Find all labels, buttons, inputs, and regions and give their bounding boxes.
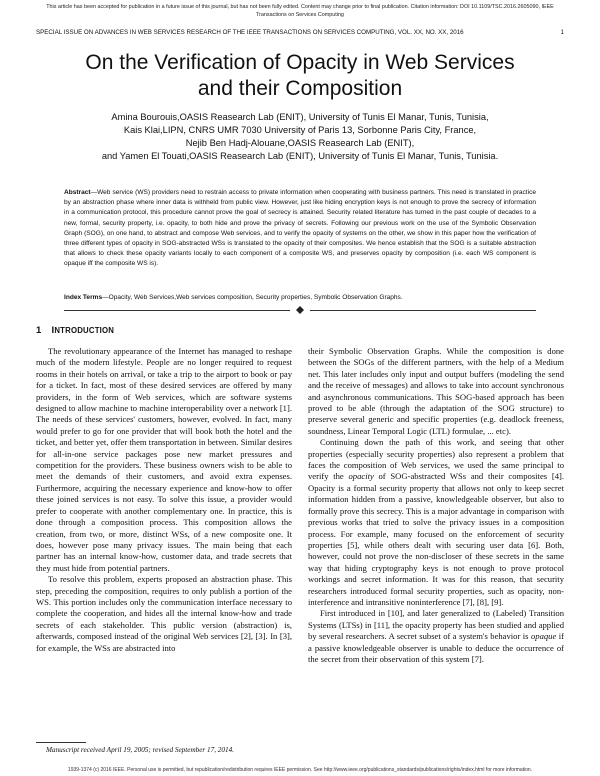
paragraph-text: First introduced in [10], and later generalized to (Labeled) Transition Systems (LTSs) in [11], the opacity property has been studied and applied by several researchers. A secret subset of a system's behavior is [308, 608, 564, 642]
section-number: 1 [36, 325, 42, 336]
abstract [64, 188, 536, 270]
left-column [36, 346, 292, 654]
divider-diamond-icon [296, 306, 304, 314]
running-head [36, 29, 564, 36]
publication-notice-line-1: This article has been accepted for publication in a future issue of this journal, but has not been fully edited. Content may change prior to final publication. Citation information: DOI 10.1109/TSC.2016.2605090, IEEE [46, 4, 554, 10]
page-number: 1 [560, 29, 564, 36]
index-terms-text: —Opacity, Web Services,Web services composition, Security properties, Symbolic Observation Graphs. [102, 294, 403, 301]
index-terms [64, 293, 536, 302]
abstract-label: Abstract [64, 189, 91, 196]
footnote-rule [36, 742, 86, 743]
publication-notice [30, 4, 570, 19]
paper-title-line-2: and their Composition [197, 77, 403, 100]
paragraph-text: Continuing down the path of this work, and seeing that other properties (especially security properties) also represent a problem that faces the composition of Web services, we used the same principal to verify the [308, 437, 564, 482]
body-paragraph [308, 608, 564, 665]
section-heading [36, 325, 114, 336]
section-title-initial: I [51, 325, 55, 336]
author-line: and Yamen El Touati,OASIS Reasearch Lab (ENIT), University of Tunis El Manar, Tunis, Tunisia. [101, 150, 499, 161]
body-paragraph: To resolve this problem, experts proposed an abstraction phase. This step, preceding the composition, requires to only publish a portion of the WS. This portion includes only the communication interface necessary to complete the cooperation, and hides all the internal know-how and trade secrets of each stakeholder. This public version (abstraction) is, afterwards, composed instead of the original Web services [2], [3]. In [3], for example, the WSs are abstracted into [36, 574, 292, 653]
publication-notice-line-2: Transactions on Services Computing [256, 11, 344, 18]
running-head-text: SPECIAL ISSUE ON ADVANCES IN WEB SERVICES RESEARCH OF THE IEEE TRANSACTIONS ON SERVICES COMPUTING, VOL. XX, NO. XX, 2016 [36, 29, 464, 36]
emphasis-opaque: opaque [530, 631, 557, 642]
right-column [308, 346, 564, 665]
body-paragraph: their Symbolic Observation Graphs. While the composition is done between the SOGs of the different partners, with the help of a Medium net. This later includes only input and output buffers (modeling the send and the receive of messages) and allows to take into account synchronous and asynchronous communications. This SOG-based approach has been proved to be able (through the adaptation of the SOG structure) to preserve several generic and specific properties (e.g. deadlock freeness, soundness, Linear Temporal Logic (LTL) formulae, ... etc). [308, 346, 564, 436]
index-terms-label: Index Terms [64, 294, 103, 301]
section-divider-left [64, 310, 290, 311]
paragraph-text: if a passive knowledgeable observer is unable to deduce the occurrence of the secret from their observation of this system [7]. [308, 631, 564, 664]
section-divider-right [310, 310, 536, 311]
author-line: Nejib Ben Hadj-Alouane,OASIS Reasearch Lab (ENIT), [185, 137, 415, 148]
author-line: Amina Bourouis,OASIS Reasearch Lab (ENIT), University of Tunis El Manar, Tunis, Tunisia, [111, 112, 489, 122]
manuscript-footnote: Manuscript received April 19, 2005; revised September 17, 2014. [46, 746, 234, 754]
copyright-footer: 1939-1374 (c) 2016 IEEE. Personal use is permitted, but republication/redistribution requires IEEE permission. See http://www.ieee.org/publications_standards/publications/rights/index.html for more information. [67, 767, 533, 773]
abstract-text: —Web service (WS) providers need to restrain access to private information when cooperating with business partners. This need is translated in practice by an abstraction phase where inner data is withheld from public view. However, just like hiding encryption keys is not enough to prove the secrecy of information in a communication protocol, this procedure cannot prove the goal of secrecy is attained. Security related literature has turned in the past couple of decades to a new, formal, security property, i.e. opacity, to both hide and prove the privacy of secrets. Following our previous work on the use of the Symbolic Observation Graph (SOG), on one hand, to abstract and compose Web services, and to verify the opacity of systems on the other, we show in this paper how the verification of three different types of opacity in SOG-abstracted WSs is translated to the opacity of their composites. We hence establish that the SOG is a suitable abstraction that allows to check these opacity variants locally to each component of a composite WS, and preserves opacity by composition (i.e. each WS component is opaque iff the composite WS is). [64, 189, 536, 268]
paragraph-text: of SOG-abstracted WSs and their composites [4]. Opacity is a formal security property that allows not only to keep secret information hidden from a passive, knowledgeable observer, but also to formally prove this secrecy. This is a major advantage in comparison with previous works that tried to solve the privacy issues in a composition process. For example, many focused on the enforcement of security properties [5], while others dealt with securing user data [6]. Both, however, could not prove the non-discloser of these secrets in the same way that hiding cryptography keys is not enough to prove protocol workings and secret information. It was for this reason, that security researchers introduced formal security properties, such as opacity, non-interference and intransitive noninterference [7], [8], [9]. [308, 471, 564, 607]
body-paragraph: The revolutionary appearance of the Internet has managed to reshape much of the modern lifestyle. People are no longer required to request rooms in their hotels on arrival, or take a trip to the airport to book or pay for a ticket. In fact, most of these desired services are offered by many providers, in the form of Web services, which are software systems designed to allow machine to machine interoperability over a network [1]. The needs of these services' customers, however, evolved. In fact, many would prefer to go for one provider that will book both the hotel and the ticket, and better yet, offer them transportation in between. Similar desires for all-in-one service packages pose new market pressures and competition for the providers. These business owners wish to be able to meet the demands of their customers, and avoid extra expenses. Furthermore, acquiring the necessary experience and know-how to offer these joined services is not easy. To solve this issue, a provider would prefer to cooperate with another complementary one. In practice, this is done through a composition process. This composition allows the creation, from two, or more, distinct WSs, of a new composite one. It does, however pose many privacy issues. The main being that each partner has an internal know-how, customer data, and trade secrets that they must hide from potential partners. [36, 346, 292, 573]
author-line: Kais Klai,LIPN, CNRS UMR 7030 University of Paris 13, Sorbonne Paris City, France, [123, 124, 477, 135]
emphasis-opacity: opacity [348, 471, 374, 482]
paper-title [40, 50, 560, 102]
body-paragraph [308, 437, 564, 608]
paper-title-line-1: On the Verification of Opacity in Web Services [85, 51, 515, 74]
section-title-rest: NTRODUCTION [54, 326, 115, 335]
author-list [44, 111, 556, 163]
